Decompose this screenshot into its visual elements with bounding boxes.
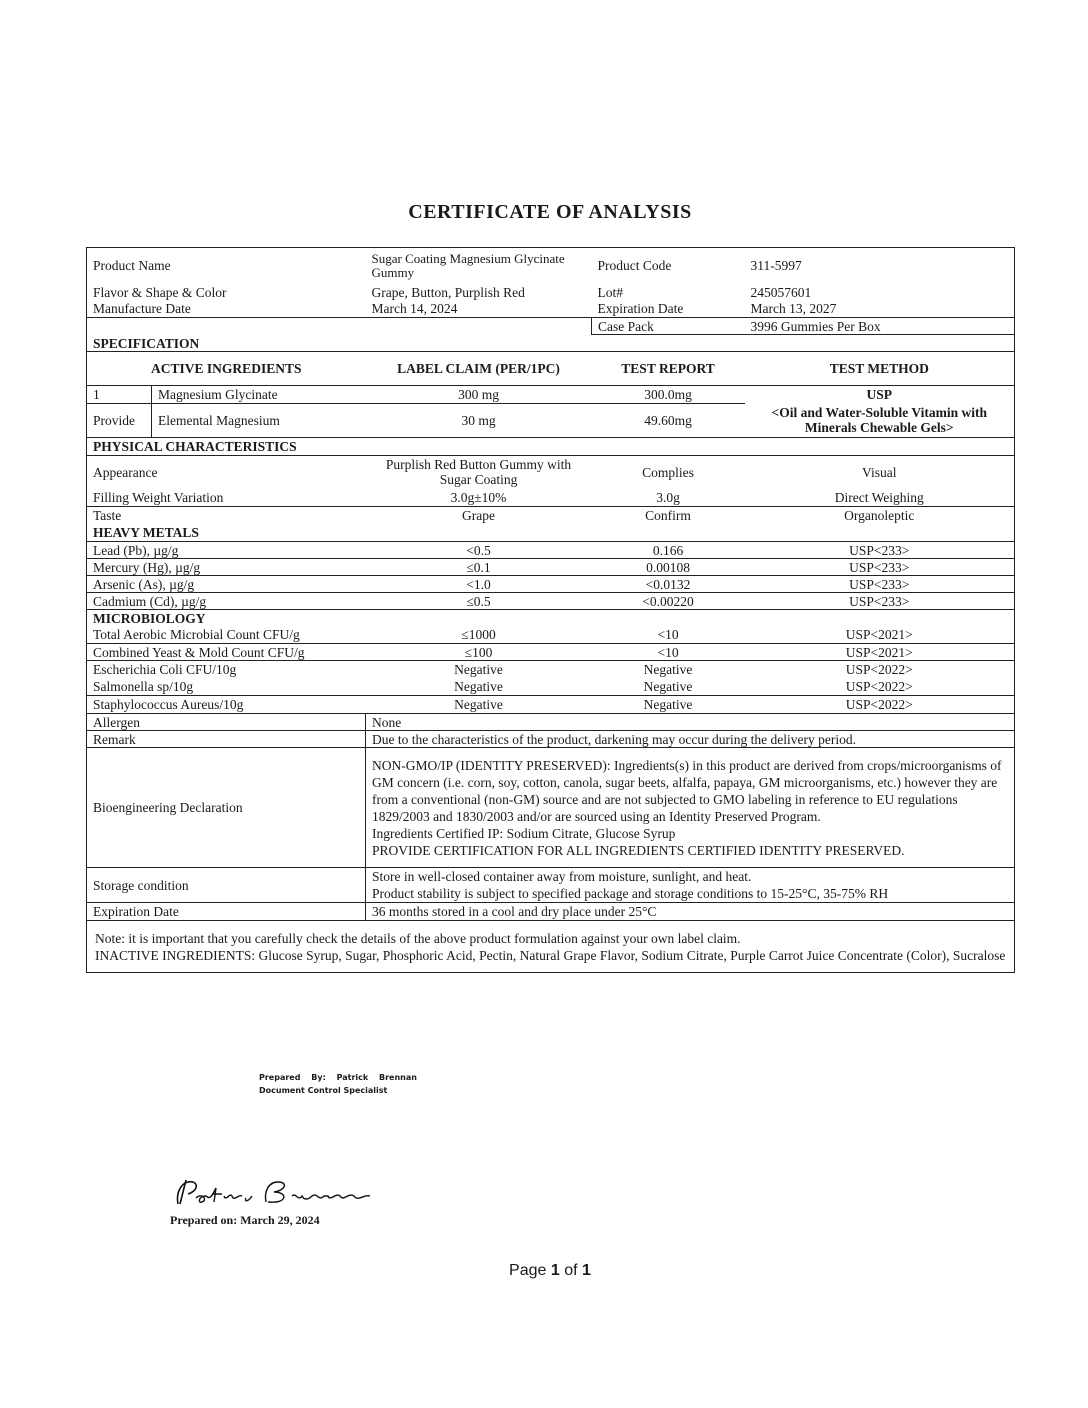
page-of-word: of bbox=[564, 1262, 578, 1279]
flavor-value: Grape, Button, Purplish Red bbox=[371, 284, 525, 300]
manufacture-date-label: Manufacture Date bbox=[87, 301, 366, 318]
test-name: Total Aerobic Microbial Count CFU/g bbox=[87, 627, 366, 644]
test-spec: ≤0.5 bbox=[366, 593, 592, 610]
spec-claim: 300 mg bbox=[366, 386, 592, 404]
test-method: Organoleptic bbox=[745, 507, 1015, 524]
inactive-ingredients: INACTIVE INGREDIENTS: Glucose Syrup, Sugar, Phosphoric Acid, Pectin, Natural Grape Flavor, Sodium Citrate, Purple Carrot Juice Concentrate (Color), Sucralose bbox=[95, 947, 1006, 963]
flavor-label: Flavor & Shape & Color bbox=[87, 284, 366, 301]
coa-table bbox=[86, 247, 1015, 973]
test-method: USP<2022> bbox=[745, 696, 1015, 714]
test-name: Staphylococcus Aureus/10g bbox=[87, 696, 366, 714]
test-method: USP<2021> bbox=[745, 627, 1015, 644]
test-name: Escherichia Coli CFU/10g bbox=[87, 661, 366, 679]
test-result: <0.00220 bbox=[592, 593, 745, 610]
remark-row bbox=[87, 731, 1015, 748]
col-label-claim: LABEL CLAIM (PER/1PC) bbox=[366, 352, 592, 386]
spec-ingredient: Elemental Magnesium bbox=[152, 404, 366, 438]
case-pack-label: Case Pack bbox=[592, 318, 745, 335]
note-row bbox=[87, 921, 1015, 973]
preparer-first-name: Patrick bbox=[336, 1073, 369, 1082]
test-result: Negative bbox=[592, 679, 745, 696]
product-code-label: Product Code bbox=[592, 248, 745, 284]
allergen-label: Allergen bbox=[87, 714, 366, 731]
test-result: <10 bbox=[592, 627, 745, 644]
test-method: USP<233> bbox=[745, 593, 1015, 610]
physical-row bbox=[87, 507, 1015, 524]
manufacture-date-value: March 14, 2024 bbox=[366, 301, 592, 318]
product-name-value: Sugar Coating Magnesium Glycinate Gummy bbox=[366, 248, 592, 284]
test-result: Negative bbox=[643, 662, 693, 678]
spec-prefix: Provide bbox=[87, 404, 152, 438]
lot-value: 245057601 bbox=[745, 284, 1015, 301]
storage-line: Store in well-closed container away from moisture, sunlight, and heat. bbox=[372, 869, 752, 884]
microbiology-heading: MICROBIOLOGY bbox=[87, 610, 1015, 627]
test-result: Negative bbox=[592, 696, 745, 714]
spec-row bbox=[87, 404, 1015, 438]
test-method: Direct Weighing bbox=[745, 489, 1015, 507]
note-cell bbox=[87, 921, 1015, 973]
test-result: 3.0g bbox=[592, 489, 745, 507]
test-spec: Negative bbox=[366, 679, 592, 696]
storage-value bbox=[366, 868, 1015, 903]
method-detail: <Oil and Water-Soluble Vitamin with Minerals Chewable Gels> bbox=[745, 404, 1015, 438]
spec-header-row bbox=[87, 352, 1015, 386]
test-spec: Grape bbox=[462, 507, 495, 523]
product-code-value: 311-5997 bbox=[745, 248, 1015, 284]
test-spec: <1.0 bbox=[366, 576, 592, 593]
physical-row bbox=[87, 489, 1015, 507]
prepared-label: Prepared bbox=[259, 1073, 301, 1082]
test-name: Combined Yeast & Mold Count CFU/g bbox=[87, 644, 366, 661]
test-spec: ≤100 bbox=[366, 644, 592, 661]
test-name: Arsenic (As), µg/g bbox=[87, 576, 366, 593]
test-result: <0.0132 bbox=[592, 576, 745, 593]
spec-report: 49.60mg bbox=[592, 404, 745, 438]
test-method: USP<233> bbox=[745, 576, 1015, 593]
specification-heading: SPECIFICATION bbox=[87, 335, 1015, 352]
test-result: 0.00108 bbox=[592, 559, 745, 576]
test-spec: Purplish Red Button Gummy with Sugar Coating bbox=[385, 457, 572, 488]
page-number bbox=[0, 1262, 1088, 1280]
allergen-value: None bbox=[366, 714, 1015, 731]
prepared-by-line bbox=[259, 1071, 425, 1084]
heavy-metal-row bbox=[87, 559, 1015, 576]
test-spec: 3.0g±10% bbox=[366, 489, 592, 507]
page-current: 1 bbox=[550, 1262, 560, 1279]
expiration-label: Expiration Date bbox=[87, 903, 366, 921]
test-spec: <0.5 bbox=[366, 542, 592, 559]
spec-row bbox=[87, 386, 1015, 404]
bioengineering-row bbox=[87, 748, 1015, 868]
storage-line: Product stability is subject to specified package and storage conditions to 15-25°C, 35-75% RH bbox=[372, 886, 889, 901]
test-method: Visual bbox=[745, 456, 1015, 489]
expiration-value: 36 months stored in a cool and dry place under 25°C bbox=[366, 903, 1015, 921]
test-name: Mercury (Hg), µg/g bbox=[87, 559, 366, 576]
test-method: USP<2022> bbox=[745, 661, 1015, 679]
heavy-metal-row bbox=[87, 542, 1015, 559]
test-name: Salmonella sp/10g bbox=[87, 679, 366, 696]
page-word: Page bbox=[509, 1262, 547, 1279]
spec-prefix: 1 bbox=[87, 386, 152, 404]
micro-row bbox=[87, 679, 1015, 696]
test-name: Filling Weight Variation bbox=[87, 489, 366, 507]
document-title: CERTIFICATE OF ANALYSIS bbox=[408, 201, 692, 223]
expiration-row bbox=[87, 903, 1015, 921]
flavor-row bbox=[87, 284, 1015, 301]
spec-report: 300.0mg bbox=[592, 386, 745, 404]
page-total: 1 bbox=[582, 1262, 591, 1279]
expiration-date-value: March 13, 2027 bbox=[745, 301, 1015, 318]
col-active-ingredients: ACTIVE INGREDIENTS bbox=[87, 352, 366, 386]
case-pack-value: 3996 Gummies Per Box bbox=[745, 318, 1015, 335]
col-test-method: TEST METHOD bbox=[745, 352, 1015, 386]
test-result: Confirm bbox=[645, 507, 691, 523]
note-text: Note: it is important that you carefully check the details of the above product formulation against your own label claim. bbox=[95, 930, 741, 946]
test-spec: Negative bbox=[366, 696, 592, 714]
preparer-last-name: Brennan bbox=[379, 1073, 417, 1082]
bioengineering-value bbox=[366, 748, 1015, 868]
storage-row bbox=[87, 868, 1015, 903]
lot-label: Lot# bbox=[597, 284, 624, 300]
method-usp: USP bbox=[745, 386, 1015, 404]
spec-claim: 30 mg bbox=[366, 404, 592, 438]
product-name-row bbox=[87, 248, 1015, 284]
prepared-on-date: Prepared on: March 29, 2024 bbox=[170, 1213, 320, 1227]
ip-certification-note: PROVIDE CERTIFICATION FOR ALL INGREDIENTS CERTIFIED IDENTITY PRESERVED. bbox=[372, 842, 905, 858]
physical-heading: PHYSICAL CHARACTERISTICS bbox=[87, 438, 1015, 456]
test-method: USP<2021> bbox=[745, 644, 1015, 661]
heavy-metal-row bbox=[87, 576, 1015, 593]
test-name: Appearance bbox=[87, 456, 366, 489]
case-pack-row bbox=[87, 318, 1015, 335]
handwritten-signature bbox=[168, 1174, 388, 1214]
test-result: Complies bbox=[642, 464, 694, 480]
bioengineering-text: NON-GMO/IP (IDENTITY PRESERVED): Ingredients(s) in this product are derived from crops/microorganisms of GM concern (i.e. corn, soy, cotton, canola, sugar beets, alfalfa, papaya, GM microorganisms, etc.) however they are from a conventional (non-GM) source and are not subjected to GMO labeling in reference to EU regulations 1829/2003 and 1830/2003 and/or are sourced using an Identity Preserved Program. bbox=[372, 757, 1002, 824]
product-name-label: Product Name bbox=[87, 248, 366, 284]
test-result: <10 bbox=[592, 644, 745, 661]
expiration-date-label: Expiration Date bbox=[592, 301, 745, 318]
preparer-title: Document Control Specialist bbox=[259, 1086, 388, 1095]
micro-row bbox=[87, 644, 1015, 661]
test-spec: ≤1000 bbox=[366, 627, 592, 644]
test-name: Lead (Pb), µg/g bbox=[87, 542, 366, 559]
remark-label: Remark bbox=[87, 731, 366, 748]
heavy-metals-heading: HEAVY METALS bbox=[87, 524, 1015, 542]
test-name: Cadmium (Cd), µg/g bbox=[87, 593, 366, 610]
micro-row bbox=[87, 627, 1015, 644]
micro-row bbox=[87, 661, 1015, 679]
by-label: By: bbox=[311, 1073, 326, 1082]
allergen-row bbox=[87, 714, 1015, 731]
bioengineering-label: Bioengineering Declaration bbox=[87, 748, 366, 868]
physical-row bbox=[87, 456, 1015, 489]
test-name: Taste bbox=[87, 507, 366, 524]
test-spec: ≤0.1 bbox=[366, 559, 592, 576]
col-test-report: TEST REPORT bbox=[592, 352, 745, 386]
prepared-by-block bbox=[259, 1071, 425, 1097]
test-method: USP<233> bbox=[745, 542, 1015, 559]
remark-value: Due to the characteristics of the product, darkening may occur during the delivery period. bbox=[366, 731, 1015, 748]
test-method: USP<233> bbox=[745, 559, 1015, 576]
manufacture-row bbox=[87, 301, 1015, 318]
storage-label: Storage condition bbox=[87, 868, 366, 903]
test-spec: Negative bbox=[454, 662, 503, 678]
test-method: USP<2022> bbox=[745, 679, 1015, 696]
test-result: 0.166 bbox=[592, 542, 745, 559]
micro-row bbox=[87, 696, 1015, 714]
ip-ingredients: Ingredients Certified IP: Sodium Citrate, Glucose Syrup bbox=[372, 825, 676, 841]
spec-ingredient: Magnesium Glycinate bbox=[152, 386, 366, 404]
heavy-metal-row bbox=[87, 593, 1015, 610]
